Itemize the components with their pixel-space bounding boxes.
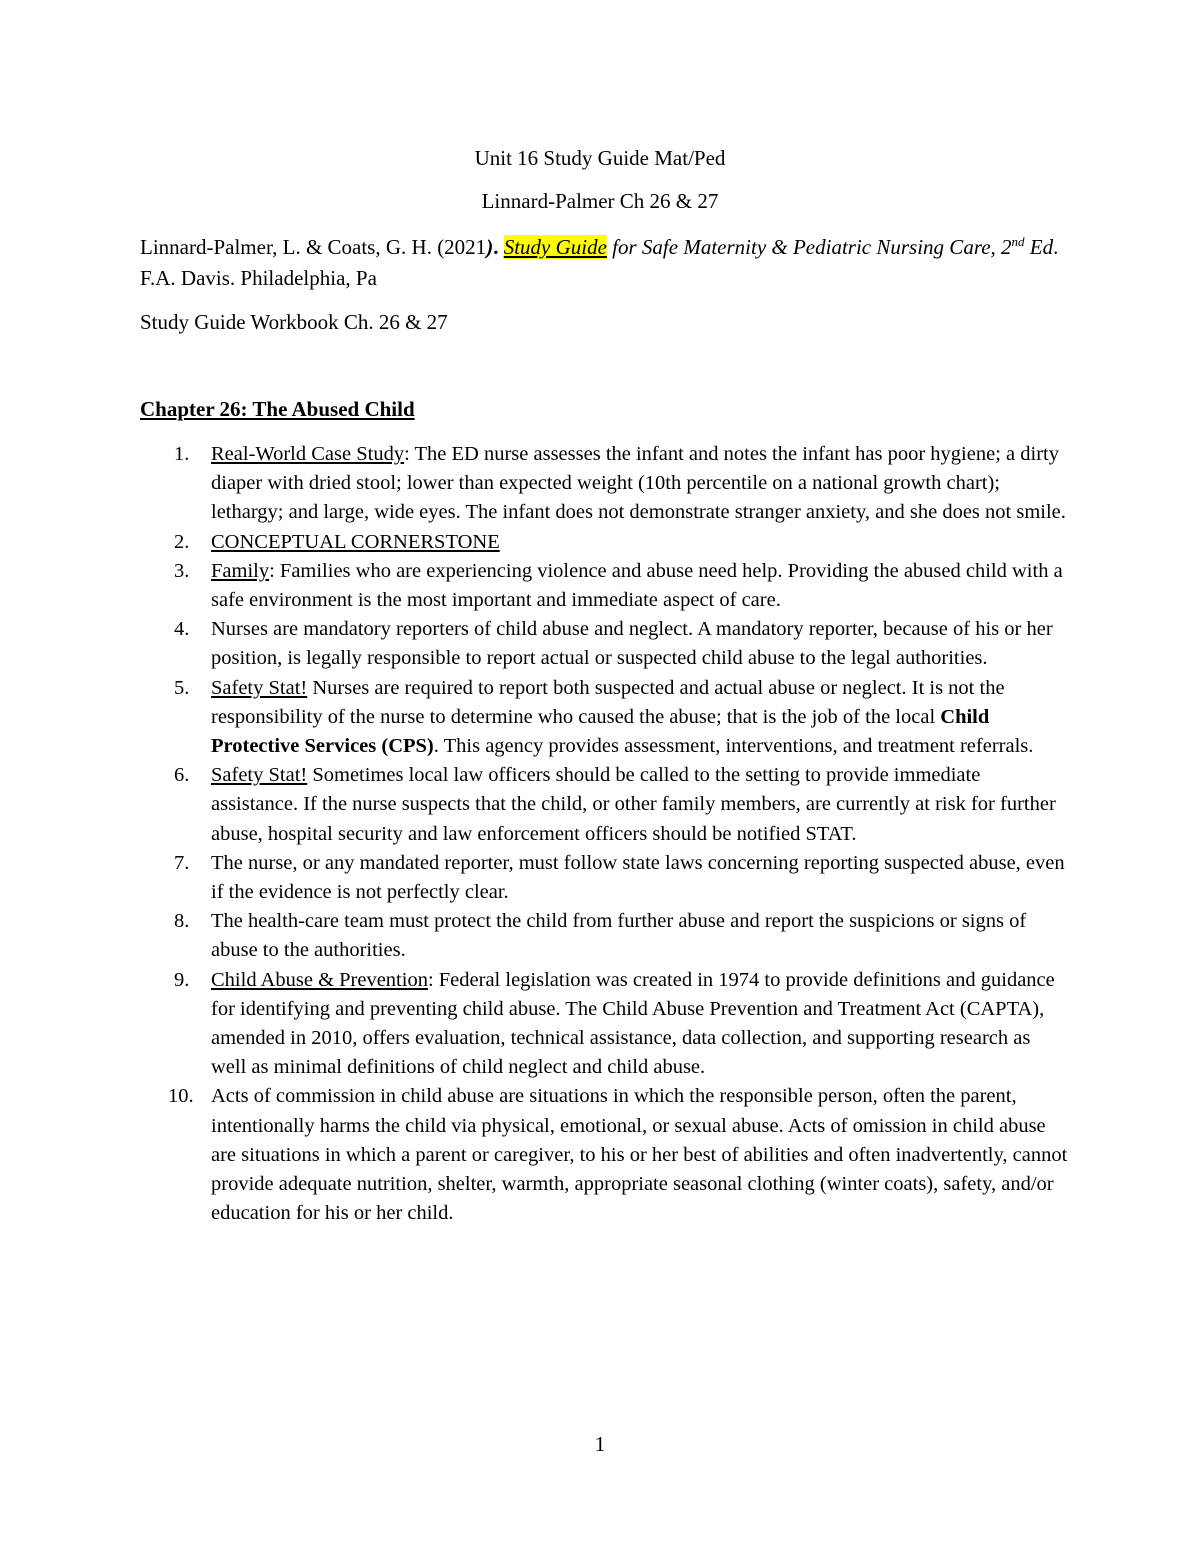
item-number: 6. [174, 764, 190, 787]
item-text-after: . This agency provides assessment, interventions, and treatment referrals. [433, 735, 1034, 758]
item-label: Child Abuse & Prevention [211, 968, 428, 991]
item-text: Nurses are required to report both suspected and actual abuse or neglect. It is not the responsibility of the nurse to determine who caused the abuse; that is the job of the local [211, 676, 1005, 728]
list-item [140, 440, 1070, 528]
page-number: 1 [594, 1432, 606, 1456]
item-number: 7. [174, 851, 190, 874]
document-subtitle: Linnard-Palmer Ch 26 & 27 [481, 189, 719, 213]
list-item [140, 761, 1070, 849]
item-number: 8. [174, 910, 190, 933]
item-text: Sometimes local law officers should be called to the setting to provide immediate assistance. If the nurse suspects that the child, or other family members, are currently at risk for further abuse, hospital security and law enforcement officers should be notified STAT. [211, 764, 1056, 845]
item-text: : Families who are experiencing violence and abuse need help. Providing the abused child with a safe environment is the most important and immediate aspect of care. [211, 559, 1063, 612]
citation-highlight: Study Guide [503, 235, 607, 259]
list-item [140, 1082, 1070, 1228]
item-number: 4. [174, 618, 190, 641]
item-text: The nurse, or any mandated reporter, must follow state laws concerning reporting suspected abuse, even if the evidence is not perfectly clear. [211, 851, 1065, 904]
item-text: Acts of commission in child abuse are situations in which the responsible person, often the parent, intentionally harms the child via physical, emotional, or sexual abuse. Acts of omission in child abuse are situations in which a parent or caregiver, to his or her best of abilities and often inadvertently, cannot provide adequate nutrition, shelter, warmth, appropriate seasonal clothing (winter coats), safety, and/or education for his or her child. [211, 1085, 1068, 1225]
document-title: Unit 16 Study Guide Mat/Ped [474, 146, 726, 170]
item-text: The health-care team must protect the child from further abuse and report the suspicions or signs of abuse to the authorities. [211, 910, 1027, 962]
list-item [140, 674, 1070, 762]
citation [140, 232, 1070, 294]
citation-title: for Safe Maternity & Pediatric Nursing Care, 2 [606, 235, 1012, 259]
citation-edition: Ed [1024, 235, 1054, 259]
list-item [140, 557, 1070, 615]
workbook-reference: Study Guide Workbook Ch. 26 & 27 [140, 310, 448, 334]
item-number: 10. [168, 1085, 194, 1108]
citation-dot: . [493, 235, 504, 259]
item-label: Real-World Case Study [211, 443, 405, 465]
list-item [140, 528, 1070, 557]
list-item [140, 849, 1070, 907]
item-label: CONCEPTUAL CORNERSTONE [211, 530, 500, 553]
item-bold-text: Child Protective Services (CPS) [211, 705, 990, 758]
item-text: Nurses are mandatory reporters of child abuse and neglect. A mandatory reporter, because of his or her position, is legally responsible to report actual or suspected child abuse to the legal authorities. [211, 618, 1053, 670]
item-number: 1. [174, 443, 190, 465]
item-text: : Federal legislation was created in 1974 to provide definitions and guidance for identifying and preventing child abuse. The Child Abuse Prevention and Treatment Act (CAPTA), amended in 2010, offers evaluation, technical assistance, data collection, and supporting research as well as minimal definitions of child neglect and child abuse. [211, 968, 1055, 1079]
item-number: 2. [174, 530, 190, 553]
item-label: Safety Stat! [211, 676, 308, 699]
study-items-list [140, 440, 1070, 1228]
citation-superscript: nd [1011, 234, 1025, 249]
item-label: Safety Stat! [211, 764, 308, 787]
chapter-heading: Chapter 26: The Abused Child [140, 397, 415, 421]
list-item [140, 615, 1070, 673]
item-number: 9. [174, 968, 190, 991]
citation-publisher: . F.A. Davis. Philadelphia, Pa [140, 235, 1059, 290]
list-item [140, 966, 1070, 1083]
list-item [140, 907, 1070, 965]
item-text: : The ED nurse assesses the infant and notes the infant has poor hygiene; a dirty diaper with dried stool; lower than expected weight (10th percentile on a national growth chart); lethargy; and large, wide eyes. The infant does not demonstrate stranger anxiety, and she does not smile. [211, 443, 1066, 524]
item-label: Family [211, 559, 270, 582]
item-number: 5. [174, 676, 190, 699]
citation-authors: Linnard-Palmer, L. & Coats, G. H. (2021 [140, 235, 487, 259]
item-number: 3. [174, 559, 190, 582]
citation-paren-close: ) [486, 235, 494, 259]
